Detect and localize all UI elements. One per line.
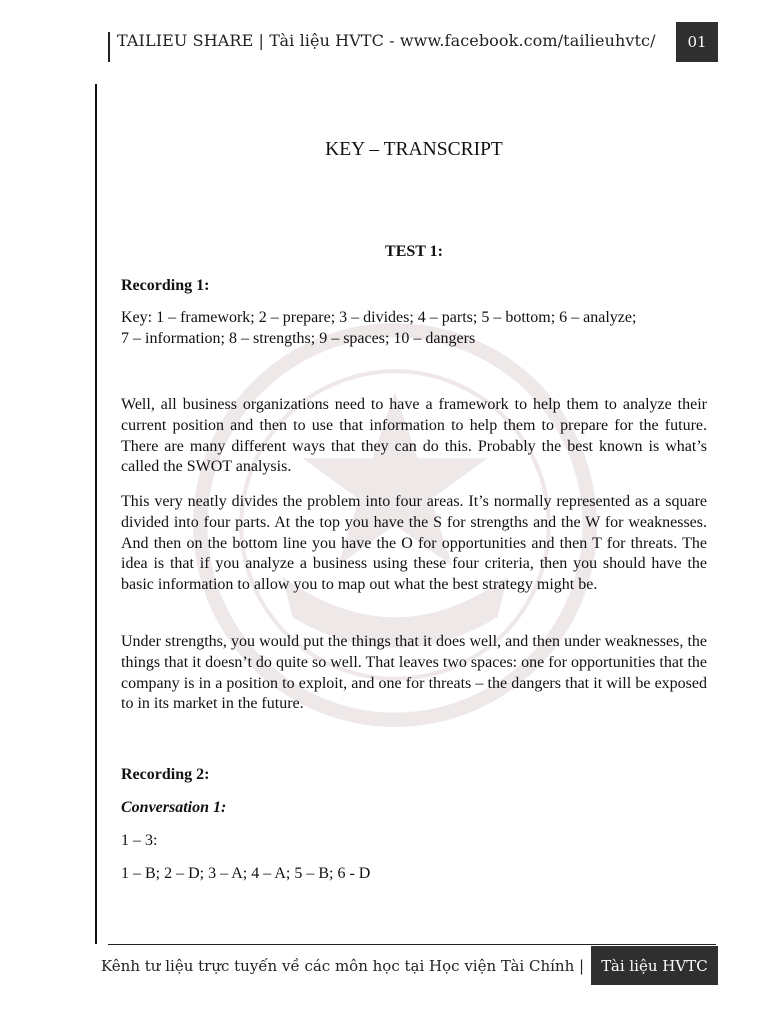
conversation-heading: Conversation 1: (121, 799, 227, 816)
footer-text: Kênh tư liệu trực tuyến về các môn học tại Học viện Tài Chính | (101, 957, 585, 975)
answer-line: 1 – B; 2 – D; 3 – A; 4 – A; 5 – B; 6 - D (121, 865, 371, 882)
question-range: 1 – 3: (121, 832, 158, 849)
footer-badge: Tài liệu HVTC (591, 946, 718, 985)
header-divider (108, 32, 110, 62)
test-heading: TEST 1: (385, 243, 443, 260)
footer-divider (108, 944, 716, 945)
recording-2-heading: Recording 2: (121, 766, 210, 783)
transcript-paragraph: Well, all business organizations need to have a framework to help them to analyze their current position and then to use that information to help them to prepare for the future. There are many different ways that they can do this. Probably the best known is what’s called the SWOT analysis. (121, 396, 707, 476)
transcript-paragraph: This very neatly divides the problem into four areas. It’s normally represented as a square divided into four parts. At the top you have the S for strengths and the W for weaknesses. And then on the bottom line you have the O for opportunities and then T for threats. The idea is that if you analyze a business using these four criteria, then you should have the basic information to allow you to map out what the best strategy might be. (121, 493, 707, 594)
answer-key-line: 7 – information; 8 – strengths; 9 – spaces; 10 – dangers (121, 330, 476, 347)
recording-1-heading: Recording 1: (121, 277, 210, 294)
header-text: TAILIEU SHARE | Tài liệu HVTC - www.facebook.com/tailieuhvtc/ (117, 31, 656, 50)
document-title: KEY – TRANSCRIPT (325, 139, 503, 160)
transcript-paragraph: Under strengths, you would put the things that it does well, and then under weaknesses, the things that it doesn’t do quite so well. That leaves two spaces: one for opportunities that the company is in a position to exploit, and one for threats – the dangers that it will be exposed to in its market in the future. (121, 633, 707, 713)
page-number-badge: 01 (676, 22, 718, 62)
left-margin-rule (95, 84, 97, 944)
answer-key-line: Key: 1 – framework; 2 – prepare; 3 – divides; 4 – parts; 5 – bottom; 6 – analyze; (121, 309, 637, 326)
